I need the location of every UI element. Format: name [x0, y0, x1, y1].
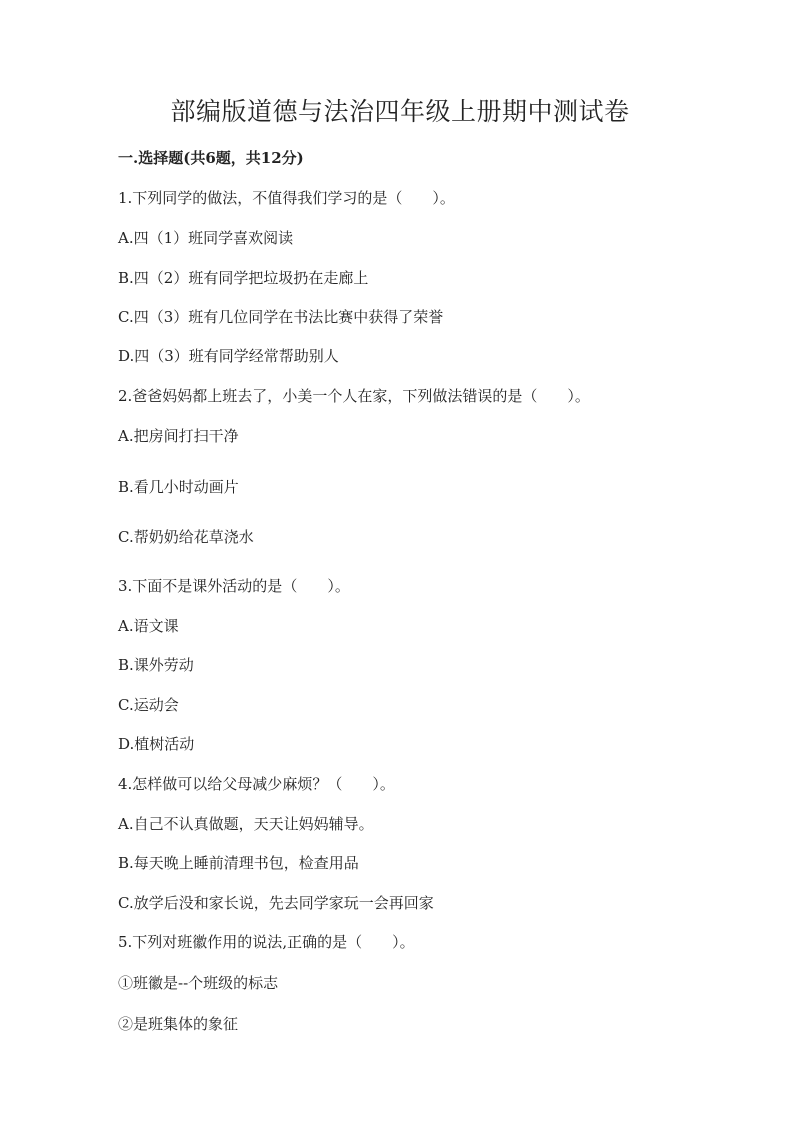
question-3-option-b: B.课外劳动: [118, 656, 194, 674]
question-1-option-a: A.四（1）班同学喜欢阅读: [118, 229, 294, 247]
exam-title: 部编版道德与法治四年级上册期中测试卷: [170, 97, 630, 126]
question-5-statement-2: ②是班集体的象征: [118, 1015, 239, 1033]
question-4-option-b: B.每天晚上睡前清理书包，检查用品: [118, 854, 359, 872]
question-3-option-c: C.运动会: [118, 696, 179, 714]
question-1-stem: 1.下列同学的做法，不值得我们学习的是（ ）。: [118, 189, 455, 207]
question-2-stem: 2.爸爸妈妈都上班去了，小美一个人在家，下列做法错误的是（ ）。: [118, 387, 590, 405]
section-heading: 一.选择题(共6题，共12分): [118, 149, 304, 167]
question-5-statement-1: ①班徽是--个班级的标志: [118, 974, 279, 992]
question-2-option-b: B.看几小时动画片: [118, 478, 239, 496]
question-1-option-b: B.四（2）班有同学把垃圾扔在走廊上: [118, 269, 369, 287]
question-3-stem: 3.下面不是课外活动的是（ ）。: [118, 577, 350, 595]
question-3-option-a: A.语文课: [118, 617, 179, 635]
question-1-option-d: D.四（3）班有同学经常帮助别人: [118, 347, 339, 365]
question-2-option-c: C.帮奶奶给花草浇水: [118, 528, 254, 546]
question-4-stem: 4.怎样做可以给父母减少麻烦？（ ）。: [118, 775, 395, 793]
question-3-option-d: D.植树活动: [118, 735, 195, 753]
question-1-option-c: C.四（3）班有几位同学在书法比赛中获得了荣誉: [118, 308, 444, 326]
question-4-option-c: C.放学后没和家长说，先去同学家玩一会再回家: [118, 894, 434, 912]
question-2-option-a: A.把房间打扫干净: [118, 427, 239, 445]
question-4-option-a: A.自己不认真做题，天天让妈妈辅导。: [118, 815, 374, 833]
question-5-stem: 5.下列对班徽作用的说法,正确的是（ ）。: [118, 933, 415, 951]
